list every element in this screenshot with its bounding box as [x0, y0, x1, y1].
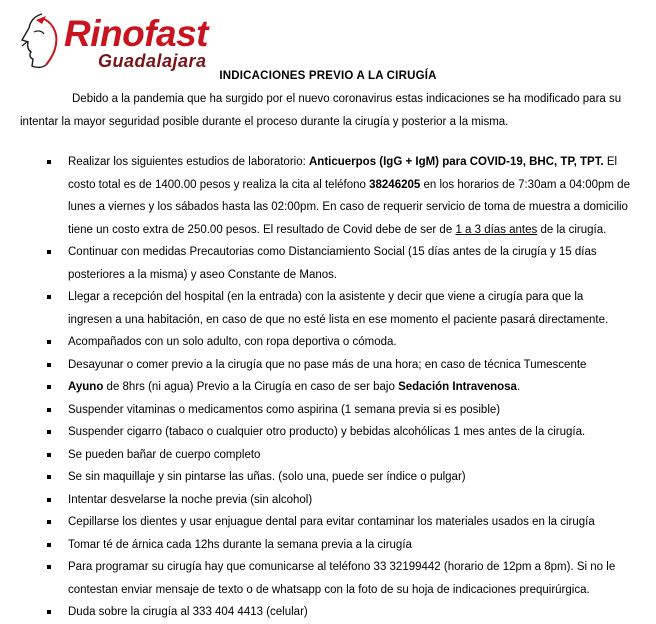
- list-item-text: Se pueden bañar de cuerpo completo: [68, 448, 261, 461]
- list-item-text: Anticuerpos (IgG + IgM) para COVID-19, BHC, TP, TPT.: [309, 156, 604, 168]
- document-title: INDICACIONES PREVIO A LA CIRUGÍA: [219, 70, 437, 82]
- list-item: [0, 376, 656, 399]
- bullet-icon: [47, 385, 51, 389]
- instructions-list: [0, 151, 656, 624]
- list-item-text: Tomar té de árnica cada 12hs durante la semana previa a la cirugía: [68, 538, 412, 551]
- list-item-text: en los horarios de 7:30am a 04:00pm de lunes a viernes y los sábados hasta las 02:00pm. En caso de requerir servicio de toma de muestra a domicilio tiene un costo extra de 250.00 pesos. El resultado de Covid debe de ser de: [68, 178, 630, 236]
- list-item-text: Llegar a recepción del hospital (en la entrada) con la asistente y decir que viene a cirugía para que la ingresen a una habitación, en caso de que no esté lista en ese momento el paciente pasará directamente.: [68, 291, 609, 326]
- bullet-icon: [47, 363, 51, 367]
- list-item: [0, 556, 656, 601]
- list-item: [0, 444, 656, 467]
- bullet-icon: [47, 565, 51, 569]
- list-item-text: 38246205: [369, 178, 421, 191]
- list-item-text: Duda sobre la cirugía al 333 404 4413 (celular): [68, 606, 308, 618]
- list-item: [0, 534, 656, 557]
- face-profile-icon: [12, 10, 62, 72]
- list-item: [0, 354, 656, 377]
- bullet-icon: [47, 160, 51, 164]
- list-item: [0, 601, 656, 624]
- list-item-text: Para programar su cirugía hay que comunicarse al teléfono 33 32199442 (horario de 12pm a 8pm). Si no le contestan enviar mensaje de texto o de whatsapp con la foto de su hoja de indicaciones prequirúrgica.: [68, 561, 616, 596]
- list-item: [0, 489, 656, 512]
- bullet-icon: [47, 408, 51, 412]
- list-item-text: Realizar los siguientes estudios de laboratorio:: [68, 156, 309, 168]
- list-item-text: Se sin maquillaje y sin pintarse las uñas. (solo una, puede ser índice o pulgar): [68, 471, 466, 483]
- list-item-text: de la cirugía.: [537, 223, 607, 236]
- list-item-text: Desayunar o comer previo a la cirugía que no pase más de una hora; en caso de técnica Tumescente: [68, 358, 587, 371]
- bullet-icon: [47, 520, 51, 524]
- list-item: [0, 241, 656, 286]
- list-item-text: 1 a 3 días antes: [455, 223, 538, 236]
- list-item-text: Sedación Intravenosa: [398, 381, 517, 393]
- bullet-icon: [47, 475, 51, 479]
- list-item-text: .: [516, 381, 521, 393]
- brand-name: Rinofast: [64, 13, 208, 54]
- bullet-icon: [47, 295, 51, 299]
- brand-city: Guadalajara: [98, 51, 207, 71]
- list-item-text: Cepillarse los dientes y usar enjuague dental para evitar contaminar los materiales usados en la cirugía: [68, 516, 595, 528]
- intro-paragraph: [20, 88, 640, 134]
- list-item-text: El costo total es de 1400.00 pesos y realiza la cita al teléfono: [68, 156, 618, 191]
- list-item: [0, 466, 656, 489]
- list-item: [0, 399, 656, 422]
- list-item-text: Suspender cigarro (tabaco o cualquier otro producto) y bebidas alcohólicas 1 mes antes de la cirugía.: [68, 426, 586, 438]
- bullet-icon: [47, 543, 51, 547]
- list-item: [0, 331, 656, 354]
- bullet-icon: [47, 430, 51, 434]
- list-item: [0, 286, 656, 331]
- bullet-icon: [47, 498, 51, 502]
- list-item-text: Continuar con medidas Precautorias como Distanciamiento Social (15 días antes de la cirugía y 15 días posteriores a la misma) y aseo Constante de Manos.: [68, 246, 597, 281]
- bullet-icon: [47, 340, 51, 344]
- list-item-text: Acompañados con un solo adulto, con ropa deportiva o cómoda.: [68, 336, 397, 348]
- list-item: [0, 421, 656, 444]
- list-item-text: de 8hrs (ni agua) Previo a la Cirugía en caso de ser bajo: [103, 381, 399, 393]
- logo: [12, 10, 212, 72]
- list-item-text: Suspender vitaminas o medicamentos como aspirina (1 semana previa si es posible): [68, 403, 501, 416]
- list-item: [0, 151, 656, 241]
- list-item-text: Intentar desvelarse la noche previa (sin alcohol): [68, 493, 313, 506]
- intro-text: Debido a la pandemia que ha surgido por el nuevo coronavirus estas indicaciones se ha modificado para su intentar la mayor seguridad posible durante el proceso durante la cirugía y posterior a la misma.: [20, 93, 622, 128]
- list-item: [0, 511, 656, 534]
- list-item-text: Ayuno: [68, 381, 104, 393]
- bullet-icon: [47, 453, 51, 457]
- bullet-icon: [47, 250, 51, 254]
- bullet-icon: [47, 610, 51, 614]
